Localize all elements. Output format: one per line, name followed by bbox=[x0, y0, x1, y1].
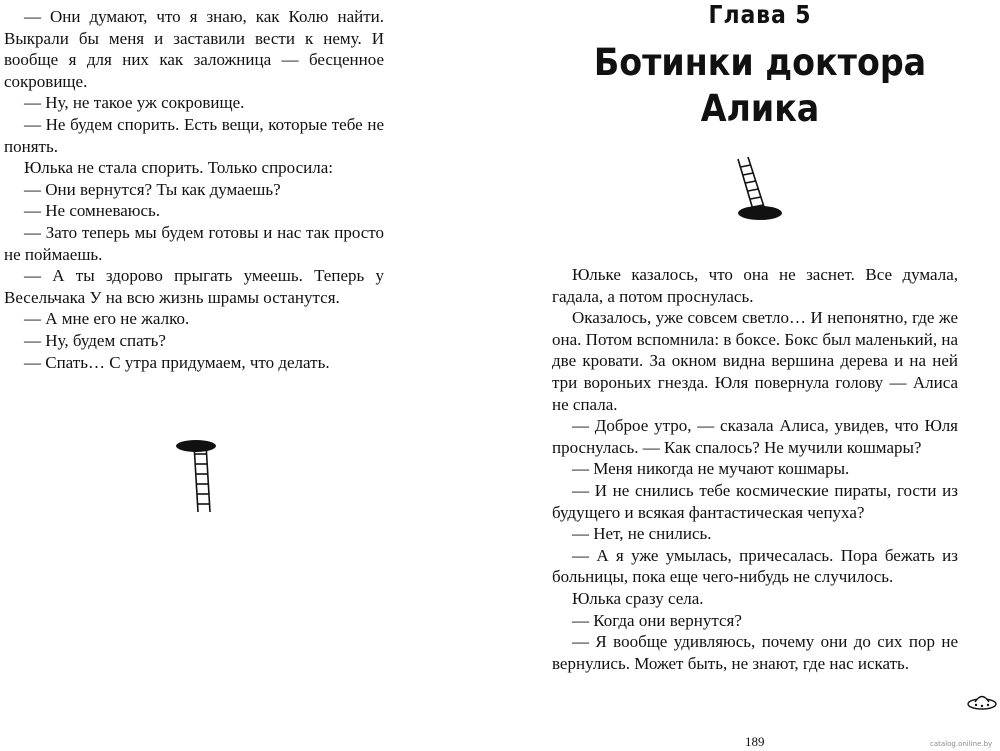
paragraph: — Ну, не такое уж сокровище. bbox=[24, 93, 245, 113]
paragraph: — И не снились тебе космические пираты, гости из будущего и всякая фантастическая чепуха? bbox=[552, 480, 958, 522]
paragraph: — Не будем спорить. Есть вещи, которые тебе не понять. bbox=[4, 114, 384, 156]
right-page-text bbox=[552, 264, 958, 674]
page-number: 189 bbox=[745, 734, 765, 749]
flying-saucer-icon bbox=[966, 688, 998, 716]
chapter-title: Ботинки доктора Алика bbox=[593, 41, 927, 130]
paragraph: Юльке казалось, что она не заснет. Все думала, гадала, а потом проснулась. bbox=[552, 265, 958, 306]
paragraph: — Спать… С утра придумаем, что делать. bbox=[24, 352, 330, 372]
paragraph: — Они вернутся? Ты как думаешь? bbox=[24, 179, 281, 199]
left-page-text bbox=[4, 6, 384, 373]
paragraph: — А ты здорово прыгать умеешь. Теперь у Весельчака У на всю жизнь шрамы останутся. bbox=[4, 266, 384, 307]
paragraph: — А мне его не жалко. bbox=[24, 309, 190, 329]
watermark: catalog.oniline.by bbox=[930, 740, 993, 748]
paragraph: — Нет, не снились. bbox=[572, 524, 712, 544]
paragraph: Оказалось, уже совсем светло… И непонятно, где же она. Потом вспомнила: в боксе. Бокс был маленький, на две кровати. За окном видна вершина дерева и на ней три вороньих гнезда. Юля повернула голову — Алиса не спала. bbox=[552, 308, 958, 414]
paragraph: — Не сомневаюсь. bbox=[24, 201, 161, 221]
paragraph: — Когда они вернутся? bbox=[572, 610, 742, 630]
paragraph: — Зато теперь мы будем готовы и нас так просто не поймаешь. bbox=[4, 222, 384, 264]
paragraph: Юлька сразу села. bbox=[572, 588, 704, 608]
paragraph: Юлька не стала спорить. Только спросила: bbox=[24, 158, 333, 178]
paragraph: — Ну, будем спать? bbox=[24, 330, 166, 350]
ladder-from-hole-icon bbox=[172, 438, 232, 516]
paragraph: — Доброе утро, — сказала Алиса, увидев, что Юля проснулась. — Как спалось? Не мучили кошмары? bbox=[552, 416, 958, 457]
paragraph: — Я вообще удивляюсь, почему они до сих пор не вернулись. Может быть, не знают, где нас искать. bbox=[552, 632, 958, 673]
ladder-into-hole-icon bbox=[720, 155, 790, 225]
paragraph: — Меня никогда не мучают кошмары. bbox=[572, 459, 850, 479]
paragraph: — А я уже умылась, причесалась. Пора бежать из больницы, пока еще чего-нибудь не случилось. bbox=[552, 545, 958, 587]
right-page bbox=[500, 0, 1000, 751]
chapter-label: Глава 5 bbox=[708, 0, 812, 29]
paragraph: — Они думают, что я знаю, как Колю найти. Выкрали бы меня и заставили вести к нему. И вообще я для них как заложница — бесценное сокровище. bbox=[4, 7, 384, 91]
